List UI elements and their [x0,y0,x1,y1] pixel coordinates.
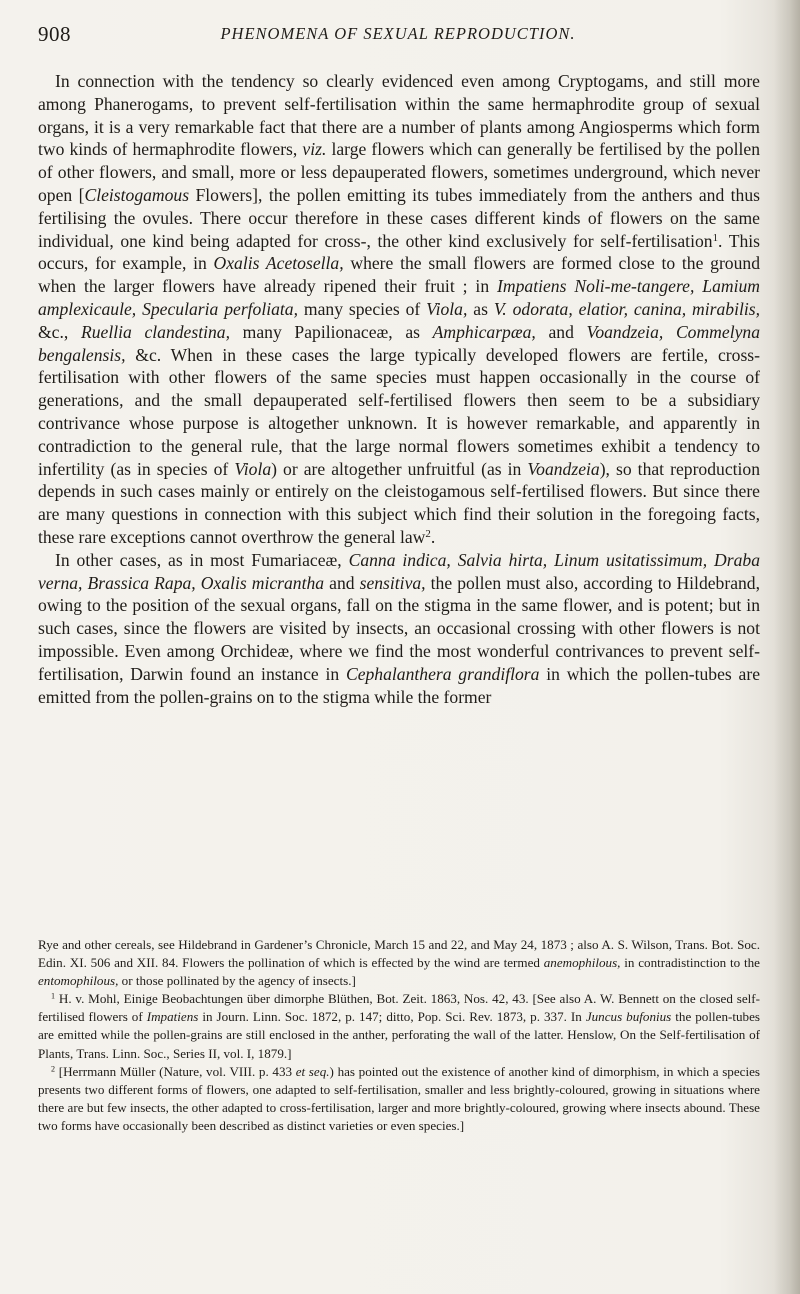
paragraph-self-fertilisation: In other cases, as in most Fumariaceæ, Canna indica, Salvia hirta, Linum usitatissimum, Draba verna, Brassica Rapa, Oxalis micrantha and sensitiva, the pollen must also, according to Hildebrand, owing to the position of the sexual organs, fall on the stigma in the same flower, and is potent; but in such cases, since the flowers are visited by insects, an occasional crossing with other flowers is not impossible. Even among Orchideæ, where we find the most wonderful contrivances to prevent self-fertilisation, Darwin found an instance in Cephalanthera grandiflora in which the pollen-tubes are emitted from the pollen-grains on to the stigma while the former [38,549,761,707]
footnote-continued: Rye and other cereals, see Hildebrand in Gardener’s Chronicle, March 15 and 22, and May 24, 1873 ; also A. S. Wilson, Trans. Bot. Soc. Edin. XI. 506 and XII. 84. Flowers the pollination of which is effected by the wind are termed anemophilous, in contradistinction to the entomophilous, or those pollinated by the agency of insects.] [38,937,760,989]
page-edge-shadow [774,0,800,1294]
footnote-marker-1: 1 [51,991,56,1001]
running-title: PHENOMENA OF SEXUAL REPRODUCTION. [220,24,576,43]
footnote-1: $^1$ H. v. Mohl, Einige Beobachtungen über dimorphe Blüthen, Bot. Zeit. 1863, Nos. 42, 43. [See also A. W. Bennett on the closed self-fertilised flowers of Impatiens in Journ. Linn. Soc. 1872, p. 147; ditto, Pop. Sci. Rev. 1873, p. 337. In Juncus bufonius the pollen-tubes are emitted while the pollen-grains are still enclosed in the anther, perforating the wall of the latter. Henslow, On the Self-fertilisation of Plants, Trans. Linn. Soc., Series II, vol. I, 1879.] [38,991,760,1061]
footnote-marker-2: 2 [51,1064,56,1074]
page-number: 908 [38,22,71,46]
page-header [38,22,758,52]
footnote-ref-1: 1 [712,231,719,244]
footnotes [38,936,760,1135]
main-text [38,70,760,708]
footnote-2: $^2$ [Herrmann Müller (Nature, vol. VIII. p. 433 et seq.) has pointed out the existence of another kind of dimorphism, in which a species presents two different forms of flowers, one adapted to self-fertilisation, smaller and less brightly-coloured, growing in situations where there are but few insects, the other adapted to cross-fertilisation, larger and more brightly-coloured, growing where insects abound. These two forms have occasionally been described as distinct varieties or even species.] [38,1063,761,1133]
paragraph-cleistogamy: In connection with the tendency so clearly evidenced even among Cryptogams, and still more among Phanerogams, to prevent self-fertilisation within the same hermaphrodite group of sexual organs, it is a very remarkable fact that there are a number of plants among Angiosperms which form two kinds of hermaphrodite flowers, viz. large flowers which can generally be fertilised by the pollen of other flowers, and small, more or less depauperated flowers, sometimes underground, which never open [Cleistogamous Flowers], the pollen emitting its tubes immediately from the anthers and thus fertilising the ovules. There occur therefore in these cases different kinds of flowers on the same individual, one kind being adapted for cross-, the other kind exclusively for self-fertilisation$^1$. This occurs, for example, in Oxalis Acetosella, where the small flowers are formed close to the ground when the larger flowers have already ripened their fruit ; in Impatiens Noli-me-tangere, Lamium amplexicaule, Specularia perfoliata, many species of Viola, as V. odorata, elatior, canina, mirabilis, &c., Ruellia clandestina, many Papilionaceæ, as Amphicarpæa, and Voandzeia, Commelyna bengalensis, &c. When in these cases the large typically developed flowers are fertile, cross-fertilisation with other flowers of the same species must happen occasionally in the course of generations, and the small depauperated self-fertilised flowers then seem to be a subsidiary contrivance whose purpose is altogether unknown. It is however remarkable, and apparently in contradiction to the general rule, that the large normal flowers sometimes exhibit a tendency to infertility (as in species of Viola) or are altogether unfruitful (as in Voandzeia), so that reproduction depends in such cases mainly or entirely on the cleistogamous self-fertilised flowers. But since there are many questions in connection with this subject which find their solution in the foregoing facts, these rare exceptions cannot overthrow the general law$^2$. [38,71,760,547]
footnote-ref-2: 2 [425,527,431,540]
